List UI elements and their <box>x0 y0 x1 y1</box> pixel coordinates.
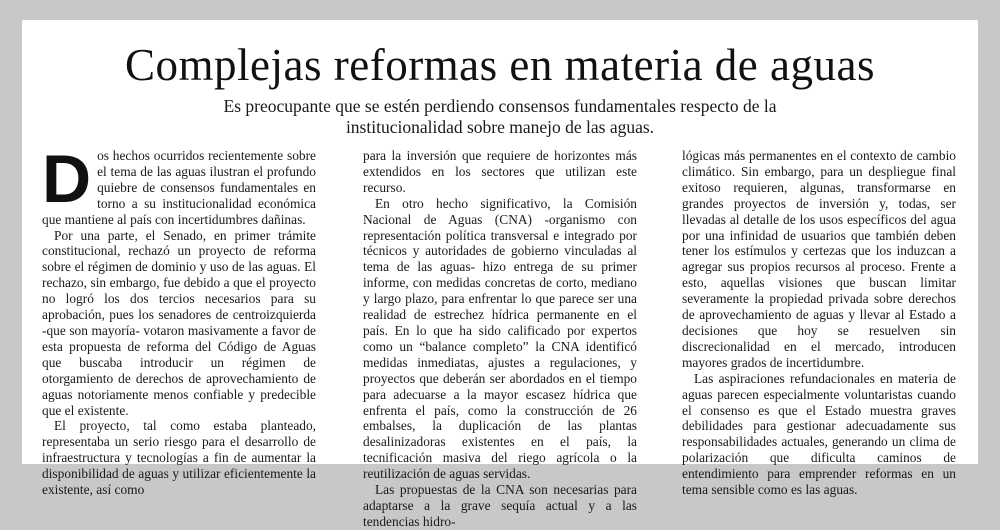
article-column-1 <box>42 141 316 498</box>
subtitle: Es preocupante que se estén perdiendo consensos fundamentales respecto de la institucionalidad sobre manejo de las aguas. <box>223 96 777 137</box>
paragraph: para la inversión que requiere de horizontes más extendidos en los sectores que utilizan este recurso. <box>363 148 637 195</box>
headline: Complejas reformas en materia de aguas <box>125 40 875 90</box>
paragraph: El proyecto, tal como estaba planteado, representaba un serio riesgo para el desarrollo de infraestructura y tecnologías a fin de aumentar la disponibilidad de aguas y utilizar eficientemente la existente, así como <box>42 418 316 498</box>
drop-cap: D <box>42 141 92 217</box>
paragraph: lógicas más permanentes en el contexto de cambio climático. Sin embargo, para un despliegue final exitoso requieren, algunas, transformarse en grandes proyectos de inversión y, todas, ser llevadas al detalle de los usos específicos del agua por una infinidad de usuarios que también deben tener los estímulos y certezas que los induzcan a agregar sus propios recursos al proceso. Frente a esto, aquellas visiones que buscan limitar severamente la propiedad privada sobre derechos de aprovechamiento de aguas y llevar al Estado a decisiones que hoy se resuelven sin discrecionalidad en el mercado, introducen mayores grados de incertidumbre. <box>682 148 956 370</box>
article-column-3 <box>682 148 956 498</box>
paragraph: Las aspiraciones refundacionales en materia de aguas parecen especialmente voluntaristas cuando el consenso es que el Estado muestra graves debilidades para gestionar adecuadamente sus responsabilidades actuales, generando un clima de polarización que dificulta caminos de entendimiento para emprender reformas en un tema sensible como es las aguas. <box>682 370 956 498</box>
newspaper-clipping <box>22 20 978 529</box>
paragraph: Las propuestas de la CNA son necesarias para adaptarse a la grave sequía actual y a las tendencias hidro- <box>363 482 637 529</box>
paragraph: Por una parte, el Senado, en primer trámite constitucional, rechazó un proyecto de reforma sobre el régimen de dominio y uso de las aguas. El rechazo, sin embargo, fue debido a que el proyecto no logró los dos tercios necesarios para su aprobación, pues los senadores de centroizquierda -que son mayoría- votaron masivamente a favor de esta propuesta de reforma del Código de Aguas que buscaba introducir un régimen de otorgamiento de derechos de aprovechamiento de aguas notoriamente menos confiable y predecible que el existente. <box>42 227 316 418</box>
paragraph <box>42 141 316 228</box>
article-column-2 <box>363 148 637 530</box>
paragraph-text: os hechos ocurridos recientemente sobre el tema de las aguas ilustran el profundo quiebre de consensos fundamentales en torno a su institucionalidad económica que mantiene al país con incertidumbres dañinas. <box>42 148 316 227</box>
paragraph: En otro hecho significativo, la Comisión Nacional de Aguas (CNA) -organismo con representación política transversal e integrado por técnicos y autoridades de gobierno vinculadas al tema de las aguas- hizo entrega de su primer informe, con medidas concretas de corto, mediano y largo plazo, para enfrentar lo que parece ser una realidad de estrechez hídrica permanente en el país. En lo que ha sido calificado por expertos como un “balance completo” la CNA identificó medidas inmediatas, ajustes a regulaciones, y proyectos que deberán ser abordados en el tiempo para adecuarse a la mayor escasez hídrica que enfrenta el país, como la construcción de 26 embalses, la duplicación de las plantas desalinizadoras existentes en el país, la tecnificación masiva del riego agrícola o la reutilización de aguas servidas. <box>363 195 637 482</box>
